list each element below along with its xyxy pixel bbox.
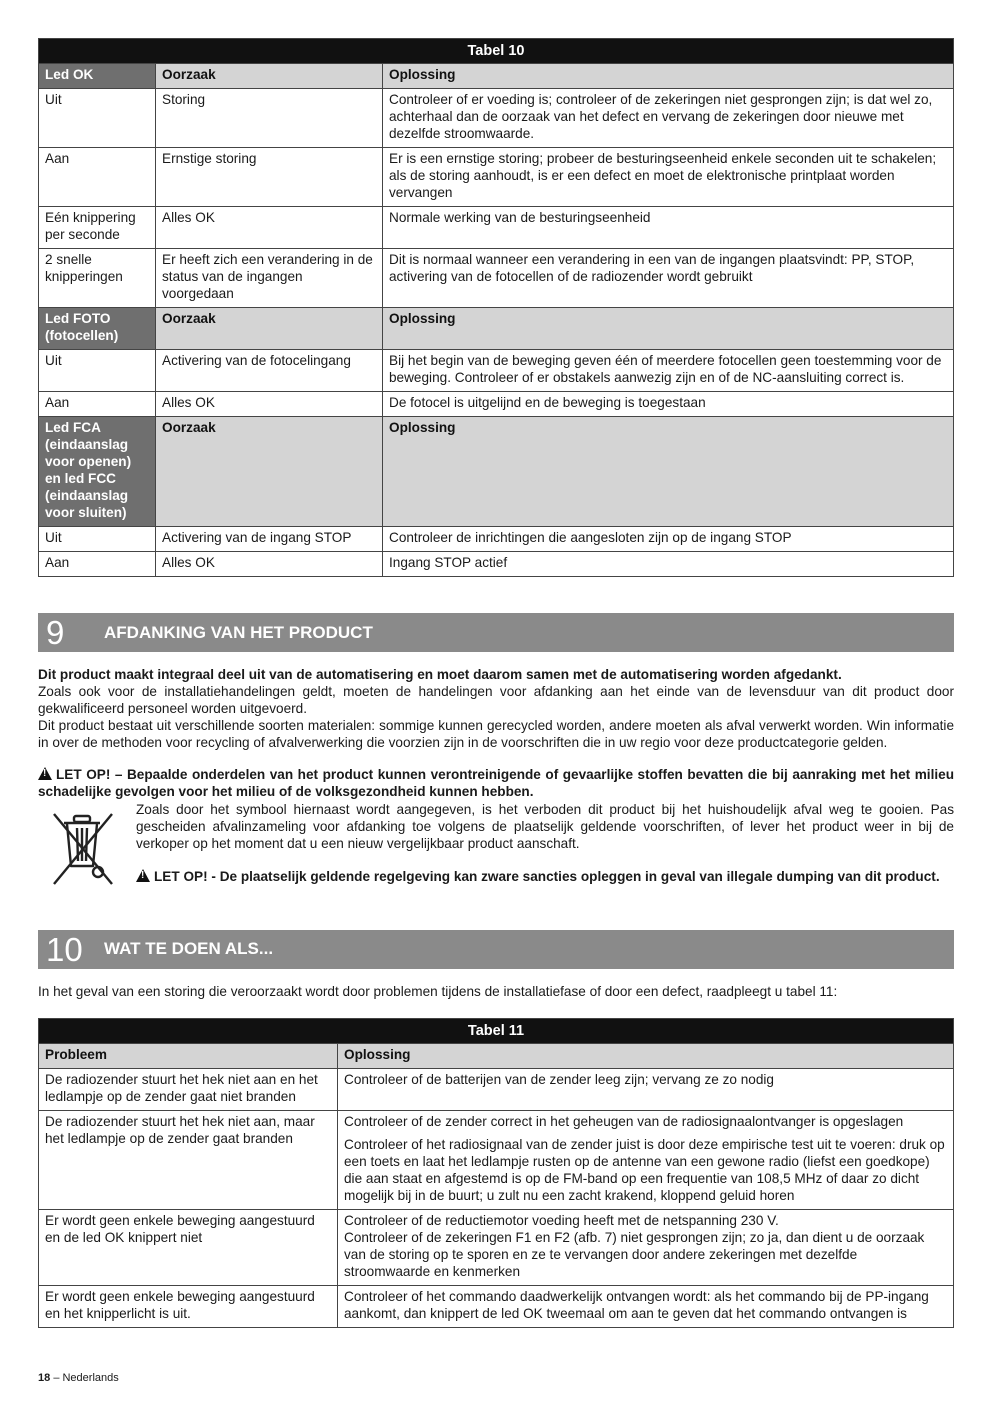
table-cell: Normale werking van de besturingseenheid [383, 207, 954, 249]
table-cell: Alles OK [156, 391, 383, 416]
table-header-row [39, 64, 954, 89]
solution-text: Controleer of de zekeringen F1 en F2 (afb. 7) niet gesprongen zijn; zo ja, dan dient u de oorzaak van de storing op te sporen en ze te vervangen door andere zekeringen met dezelfde stroomwaarde en kenmerken [344, 1229, 925, 1279]
table-cell: De radiozender stuurt het hek niet aan, maar het ledlampje op de zender gaat branden [39, 1110, 338, 1209]
column-header: Led FOTO (fotocellen) [39, 307, 156, 349]
warning-paragraph [136, 869, 954, 886]
page-footer [38, 1372, 119, 1386]
table-cell: Ernstige storing [156, 148, 383, 207]
table-row [39, 1209, 954, 1285]
table-cell: Ingang STOP actief [383, 551, 954, 576]
table-11 [38, 1018, 954, 1328]
column-header: Led FCA (eindaanslag voor openen) en led FCC (eindaanslag voor sluiten) [39, 416, 156, 526]
table-row [39, 1068, 954, 1110]
table-cell: Er wordt geen enkele beweging aangestuurd en het knipperlicht is uit. [39, 1285, 338, 1327]
table-cell: Uit [39, 89, 156, 148]
section-number: 9 [46, 613, 65, 651]
table-10 [38, 38, 954, 577]
table-row [39, 349, 954, 391]
table-cell: Activering van de ingang STOP [156, 526, 383, 551]
table-cell: Uit [39, 349, 156, 391]
table-cell: Controleer of er voeding is; controleer of de zekeringen niet gesprongen zijn; is dat wel zo, achterhaal dan de oorzaak van het defect en vervang de zekeringen door nieuwe met dezelfde stroomwaarde. [383, 89, 954, 148]
warning-text: LET OP! - De plaatselijk geldende regelgeving kan zware sancties opleggen in geval van illegale dumping van dit product. [154, 868, 940, 884]
column-header: Oplossing [383, 307, 954, 349]
table-cell: Alles OK [156, 207, 383, 249]
table-cell: Er wordt geen enkele beweging aangestuurd en de led OK knippert niet [39, 1209, 338, 1285]
disposal-text-block [136, 802, 954, 893]
solution-text: Controleer of de batterijen van de zender leeg zijn; vervang ze zo nodig [344, 1071, 774, 1087]
column-header: Oorzaak [156, 307, 383, 349]
table-cell [338, 1285, 954, 1327]
table-row [39, 89, 954, 148]
table-caption: Tabel 11 [39, 1018, 954, 1043]
table-row [39, 248, 954, 307]
table-cell: Dit is normaal wanneer een verandering in een van de ingangen plaatsvindt: PP, STOP, activering van de fotocellen of de radiozender wordt gebruikt [383, 248, 954, 307]
section-number: 10 [46, 930, 83, 968]
section-title: WAT TE DOEN ALS... [104, 939, 274, 959]
paragraph: Zoals ook voor de installatiehandelingen geldt, moeten de handelingen voor afdanking aan het einde van de levensduur van dit product door gekwalificeerd personeel worden uitgevoerd. [38, 683, 954, 716]
section-9-body [38, 667, 954, 893]
column-header: Oplossing [383, 416, 954, 526]
page [38, 38, 954, 1328]
warning-icon [38, 767, 52, 780]
page-number: 18 [38, 1372, 51, 1384]
table-cell: Eén knippering per seconde [39, 207, 156, 249]
crossed-bin-icon [38, 802, 136, 893]
warning-paragraph [38, 767, 954, 801]
table-cell [338, 1068, 954, 1110]
table-cell: De fotocel is uitgelijnd en de beweging is toegestaan [383, 391, 954, 416]
solution-text: Controleer of het commando daadwerkelijk ontvangen wordt: als het commando bij de PP-ingang aankomt, dan knippert de led OK tweemaal om aan te geven dat het commando ontvangen is [344, 1288, 929, 1321]
table-cell: Uit [39, 526, 156, 551]
section-title: AFDANKING VAN HET PRODUCT [104, 622, 373, 642]
table-header-row [39, 416, 954, 526]
solution-text: Controleer of het radiosignaal van de zender juist is door deze empirische test uit te voeren: druk op een toets en laat het ledlampje rusten op de antenne van een gewone radio (liefst een goedkope) die aan staat en afgestemd is op de FM-band op een frequentie van 108,5 MHz of daar zo dicht mogelijk bij in de buurt; u zult nu een zacht krakend, kloppend geluid horen [344, 1136, 945, 1203]
section-header-9 [38, 613, 954, 652]
table-row [39, 207, 954, 249]
section-header-10 [38, 930, 954, 969]
table-cell: Aan [39, 391, 156, 416]
table-cell: Bij het begin van de beweging geven één of meerdere fotocellen geen toestemming voor de beweging. Controleer of er obstakels aanwezig zijn en of de NC-aansluiting correct is. [383, 349, 954, 391]
table-cell: Storing [156, 89, 383, 148]
column-header: Oorzaak [156, 64, 383, 89]
solution-text: Controleer of de zender correct in het geheugen van de radiosignaalontvanger is opgeslagen [344, 1113, 904, 1129]
table-cell [338, 1209, 954, 1285]
solution-text: Controleer of de reductiemotor voeding heeft met de netspanning 230 V. [344, 1212, 779, 1228]
table-cell: Controleer de inrichtingen die aangesloten zijn op de ingang STOP [383, 526, 954, 551]
table-caption: Tabel 10 [39, 39, 954, 64]
table-cell: 2 snelle knipperingen [39, 248, 156, 307]
column-header: Oplossing [338, 1043, 954, 1068]
paragraph: In het geval van een storing die veroorzaakt wordt door problemen tijdens de installatiefase of door een defect, raadpleegt u tabel 11: [38, 983, 838, 999]
footer-language: – Nederlands [53, 1372, 119, 1384]
warning-text: LET OP! – Bepaalde onderdelen van het product kunnen verontreinigende of gevaarlijke stoffen bevatten die bij aanraking met het milieu schadelijke gevolgen voor het milieu of de volksgezondheid kunnen hebben. [38, 766, 954, 799]
table-cell: Alles OK [156, 551, 383, 576]
column-header: Led OK [39, 64, 156, 89]
table-cell [338, 1110, 954, 1209]
table-cell: Aan [39, 148, 156, 207]
table-cell: Activering van de fotocelingang [156, 349, 383, 391]
table-cell: Aan [39, 551, 156, 576]
paragraph: Dit product bestaat uit verschillende soorten materialen: sommige kunnen gerecycled worden, andere moeten als afval verwerkt worden. Win informatie in over de methoden voor recycling of afvalverwerking die voorzien zijn in de voorschriften die in uw regio voor deze productcategorie gelden. [38, 717, 954, 750]
table-cell: De radiozender stuurt het hek niet aan en het ledlampje op de zender gaat niet branden [39, 1068, 338, 1110]
table-cell: Er heeft zich een verandering in de status van de ingangen voorgedaan [156, 248, 383, 307]
table-header-row [39, 307, 954, 349]
column-header: Oplossing [383, 64, 954, 89]
table-header-row [39, 1043, 954, 1068]
table-row [39, 1285, 954, 1327]
table-row [39, 391, 954, 416]
table-cell: Er is een ernstige storing; probeer de besturingseenheid enkele seconden uit te schakelen; als de storing aanhoudt, is er een defect en moet de elektronische printplaat worden vervangen [383, 148, 954, 207]
table-row [39, 526, 954, 551]
paragraph: Zoals door het symbool hiernaast wordt aangegeven, is het verboden dit product bij het huishoudelijk afval weg te gooien. Pas gescheiden afvalinzameling voor afdanking toe volgens de plaatselijk geldende voorschriften, of lever het product weer in bij de verkoper op het moment dat u een nieuw vergelijkbaar product aanschaft. [136, 801, 954, 851]
column-header: Probleem [39, 1043, 338, 1068]
column-header: Oorzaak [156, 416, 383, 526]
table-row [39, 148, 954, 207]
disposal-block [38, 802, 954, 893]
table-row [39, 551, 954, 576]
warning-icon [136, 869, 150, 882]
lead-paragraph: Dit product maakt integraal deel uit van de automatisering en moet daarom samen met de automatisering worden afgedankt. [38, 666, 842, 682]
table-row [39, 1110, 954, 1209]
